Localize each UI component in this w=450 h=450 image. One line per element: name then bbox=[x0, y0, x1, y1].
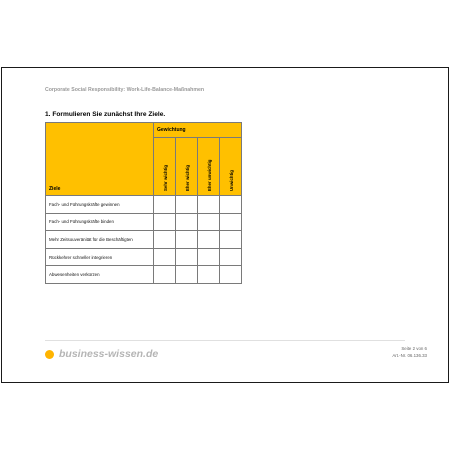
table-row bbox=[46, 248, 242, 266]
goals-table bbox=[45, 122, 242, 284]
rating-cell[interactable] bbox=[154, 213, 176, 231]
rating-cell[interactable] bbox=[220, 248, 242, 266]
rating-cell[interactable] bbox=[198, 196, 220, 214]
goal-label: Abwesenheiten verkürzen bbox=[46, 266, 154, 284]
rating-cell[interactable] bbox=[220, 213, 242, 231]
goal-label: Mehr Zeitsouveränität für die Beschäftigten bbox=[46, 231, 154, 249]
weighting-column-very-important: Sehr wichtig bbox=[154, 138, 176, 196]
weighting-column-rather-important: Eher wichtig bbox=[176, 138, 198, 196]
table-row bbox=[46, 213, 242, 231]
rating-cell[interactable] bbox=[176, 248, 198, 266]
goal-label: Fach- und Führungskräfte gewinnen bbox=[46, 196, 154, 214]
rating-cell[interactable] bbox=[154, 248, 176, 266]
rating-cell[interactable] bbox=[198, 266, 220, 284]
rating-cell[interactable] bbox=[154, 231, 176, 249]
rating-cell[interactable] bbox=[198, 248, 220, 266]
rating-cell[interactable] bbox=[176, 196, 198, 214]
logo: business-wissen.de bbox=[59, 348, 159, 360]
rating-cell[interactable] bbox=[154, 196, 176, 214]
rating-cell[interactable] bbox=[176, 231, 198, 249]
table-row bbox=[46, 231, 242, 249]
weighting-column-unimportant: Unwichtig bbox=[220, 138, 242, 196]
logo-dot-icon bbox=[45, 350, 54, 359]
section-title: 1. Formulieren Sie zunächst Ihre Ziele. bbox=[45, 111, 166, 118]
weighting-column-rather-unimportant: Eher unwichtig bbox=[198, 138, 220, 196]
footer-divider bbox=[45, 340, 405, 341]
rating-cell[interactable] bbox=[176, 266, 198, 284]
rating-cell[interactable] bbox=[154, 266, 176, 284]
goal-label: Fach- und Führungskräfte binden bbox=[46, 213, 154, 231]
rating-cell[interactable] bbox=[220, 231, 242, 249]
rating-cell[interactable] bbox=[198, 213, 220, 231]
rating-cell[interactable] bbox=[220, 266, 242, 284]
article-number: Art.-Nr. 06.136.33 bbox=[392, 353, 427, 358]
table-row bbox=[46, 196, 242, 214]
document-header: Corporate Social Responsibility: Work-Life-Balance-Maßnahmen bbox=[45, 87, 205, 93]
rating-cell[interactable] bbox=[198, 231, 220, 249]
goal-label: Rückkehrer schneller integrieren bbox=[46, 248, 154, 266]
rating-cell[interactable] bbox=[176, 213, 198, 231]
goals-header: Ziele bbox=[46, 123, 154, 196]
weighting-header: Gewichtung bbox=[154, 123, 242, 138]
rating-cell[interactable] bbox=[220, 196, 242, 214]
table-row bbox=[46, 266, 242, 284]
page-number: Seite 2 von 6 bbox=[401, 346, 427, 351]
